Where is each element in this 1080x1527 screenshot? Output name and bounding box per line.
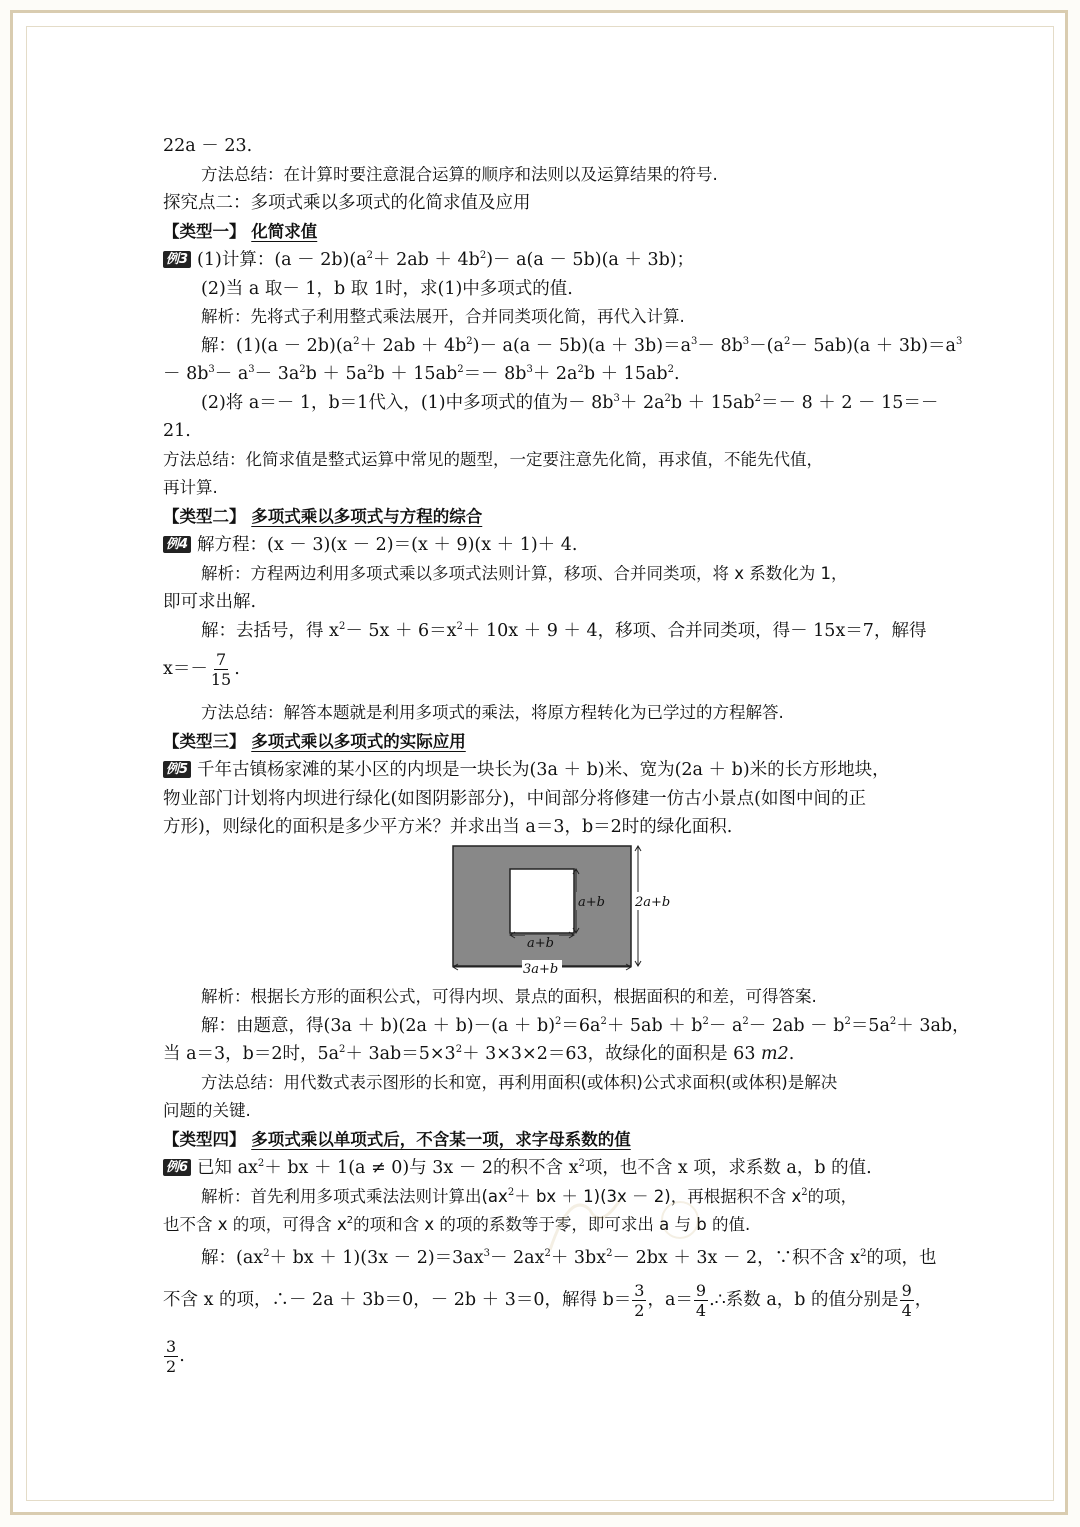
- example3-solution-line1: 解：$(1)(a - 2b)(a^2+ 2ab + 4b^2)- a(a - 5b)(a + 3b)=a^3- 8b^3-(a^2- 5ab)(a + 3b)=a^3$: [201, 335, 963, 356]
- document-body: [163, 132, 963, 842]
- example6-solution-line1: 解：($ax^2+$ bx ＋ $1)(3x - 2)=3ax^3- 2ax^2+ 3bx^2- 2bx + 3x - 2$，∵积不含 $x^2$的项，也: [201, 1247, 937, 1268]
- example6-badge: 例6: [163, 1159, 191, 1176]
- example4-summary: 方法总结：解答本题就是利用多项式的乘法，将原方程转化为已学过的方程解答.: [201, 703, 784, 722]
- example5-summary-line2: 问题的关键.: [163, 1101, 251, 1120]
- type1-title: 化简求值: [251, 221, 318, 241]
- type1-heading: [163, 218, 923, 247]
- example6-question: 例6 已知 $ax^2+$ bx ＋ 1(a ≠ 0)与 3x － 2的积不含 $x^2$项，也不含 x 项，求系数 a，b 的值.: [163, 1154, 923, 1183]
- type3-heading: 【类型三】 多项式乘以多项式的实际应用: [163, 731, 466, 751]
- watermark-logo: [530, 1180, 730, 1260]
- example5-solution-line2: 当 a＝3，b＝2时，$5a^2+ 3ab=5\times 3^2+ 3\times 3\times 2=63$，故绿化的面积是 63 m2.: [163, 1044, 795, 1064]
- example5-question-line2: 物业部门计划将内坝进行绿化(如图阴影部分)，中间部分将修建一仿古小景点(如图中间的正: [163, 788, 866, 809]
- example6-analysis-line2: 也不含 x 的项，可得含 $x^2$的项和含 x 的项的系数等于零，即可求出 a 与 b 的值.: [163, 1215, 751, 1234]
- example4-analysis-line2: 即可求出解.: [163, 592, 257, 612]
- type2-heading: 【类型二】 多项式乘以多项式与方程的综合: [163, 506, 483, 526]
- example4-solution-line2: x＝－ $\frac{7}{15}$ .: [163, 650, 240, 689]
- inner-square: [510, 869, 574, 933]
- example6-solution-line2: 不含 x 的项，∴－ 2a ＋ 3b＝0，－ 2b ＋ 3＝0，解得 b＝ $\frac{3}{2}$ ，a＝ $\frac{9}{4}$ .∴系数 a，b 的值分别是 $\frac{9}{4}$ ，: [163, 1281, 933, 1320]
- example3-summary-line1: 方法总结：化简求值是整式运算中常见的题型，一定要注意先化简，再求值，不能先代值，: [163, 449, 823, 469]
- method-summary: 方法总结：在计算时要注意混合运算的顺序和法则以及运算结果的符号.: [201, 164, 718, 184]
- rectangle-figure: [452, 845, 692, 980]
- example4-question: 例4 解方程：(x － 3)(x － 2)＝(x ＋ 9)(x ＋ 1)＋ 4.: [163, 531, 923, 560]
- text-line: 22a － 23.: [163, 136, 253, 156]
- example5-summary-line1: 方法总结：用代数式表示图形的长和宽，再利用面积(或体积)公式求面积(或体积)是解决: [201, 1072, 838, 1092]
- inner-vertical-label: a+b: [578, 895, 605, 910]
- example5-analysis: 解析：根据长方形的面积公式，可得内坝、景点的面积，根据面积的和差，可得答案.: [201, 987, 817, 1006]
- section-heading: 探究点二：多项式乘以多项式的化简求值及应用: [163, 193, 531, 213]
- example4-badge: 例4: [163, 536, 191, 553]
- example3-solution-line4: 21.: [163, 421, 191, 441]
- fraction: $\frac{7}{15}$: [210, 650, 232, 689]
- type4-heading: 【类型四】 多项式乘以单项式后，不含某一项，求字母系数的值: [163, 1129, 631, 1149]
- example6-analysis-line1: 解析：首先利用多项式乘法法则计算出($ax^2+$ bx ＋ 1)(3x － 2)，再根据积不含 $x^2$的项，: [201, 1186, 858, 1206]
- example3-question1: 例3 (1)计算：$(a - 2b)(a^2+ 2ab + 4b^2)- a(a - 5b)(a + 3b)$；: [163, 246, 923, 275]
- example6-solution-line3: $\frac{3}{2}$ .: [166, 1337, 185, 1376]
- outer-horizontal-label: 3a+b: [523, 962, 559, 977]
- example3-badge: 例3: [163, 251, 191, 268]
- example5-badge: 例5: [163, 761, 191, 778]
- example5-solution-line1: 解：由题意，得$(3a + b)(2a + b)-(a + b)^2=6a^2+ 5ab + b^2- a^2- 2ab - b^2=5a^2+ 3ab$，: [201, 1015, 970, 1036]
- example3-question2: (2)当 a 取－ 1，b 取 1时，求(1)中多项式的值.: [201, 278, 573, 299]
- example5-question-line3: 方形)，则绿化的面积是多少平方米？并求出当 a＝3，b＝2时的绿化面积.: [163, 817, 733, 837]
- example3-solution-line3: (2)将 a＝－ 1，b＝1代入，(1)中多项式的值为－ $8b^3+ 2a^2b + 15ab^2=- 8 + 2 - 15=-$: [201, 392, 939, 413]
- example4-analysis-line1: 解析：方程两边利用多项式乘以多项式法则计算，移项、合并同类项，将 x 系数化为 1，: [201, 563, 848, 583]
- inner-horizontal-label: a+b: [527, 936, 554, 951]
- type1-label: 【类型一】: [163, 221, 246, 241]
- example3-summary-line2: 再计算.: [163, 478, 218, 497]
- example3-analysis: 解析：先将式子利用整式乘法展开，合并同类项化简，再代入计算.: [201, 307, 685, 326]
- outer-vertical-label: 2a+b: [635, 895, 671, 910]
- example4-solution-line1: 解：去括号，得 $x^2- 5x + 6=x^2+ 10x + 9 + 4$，移项、合并同类项，得－ 15x＝7，解得: [201, 620, 927, 641]
- example5-question-line1: 例5 千年古镇杨家滩的某小区的内坝是一块长为(3a ＋ b)米、宽为(2a ＋ b)米的长方形地块，: [163, 756, 923, 785]
- example3-solution-line2: － $8b^3- a^3- 3a^2b + 5a^2b + 15ab^2=- 8b^3+ 2a^2b + 15ab^2$.: [163, 364, 680, 384]
